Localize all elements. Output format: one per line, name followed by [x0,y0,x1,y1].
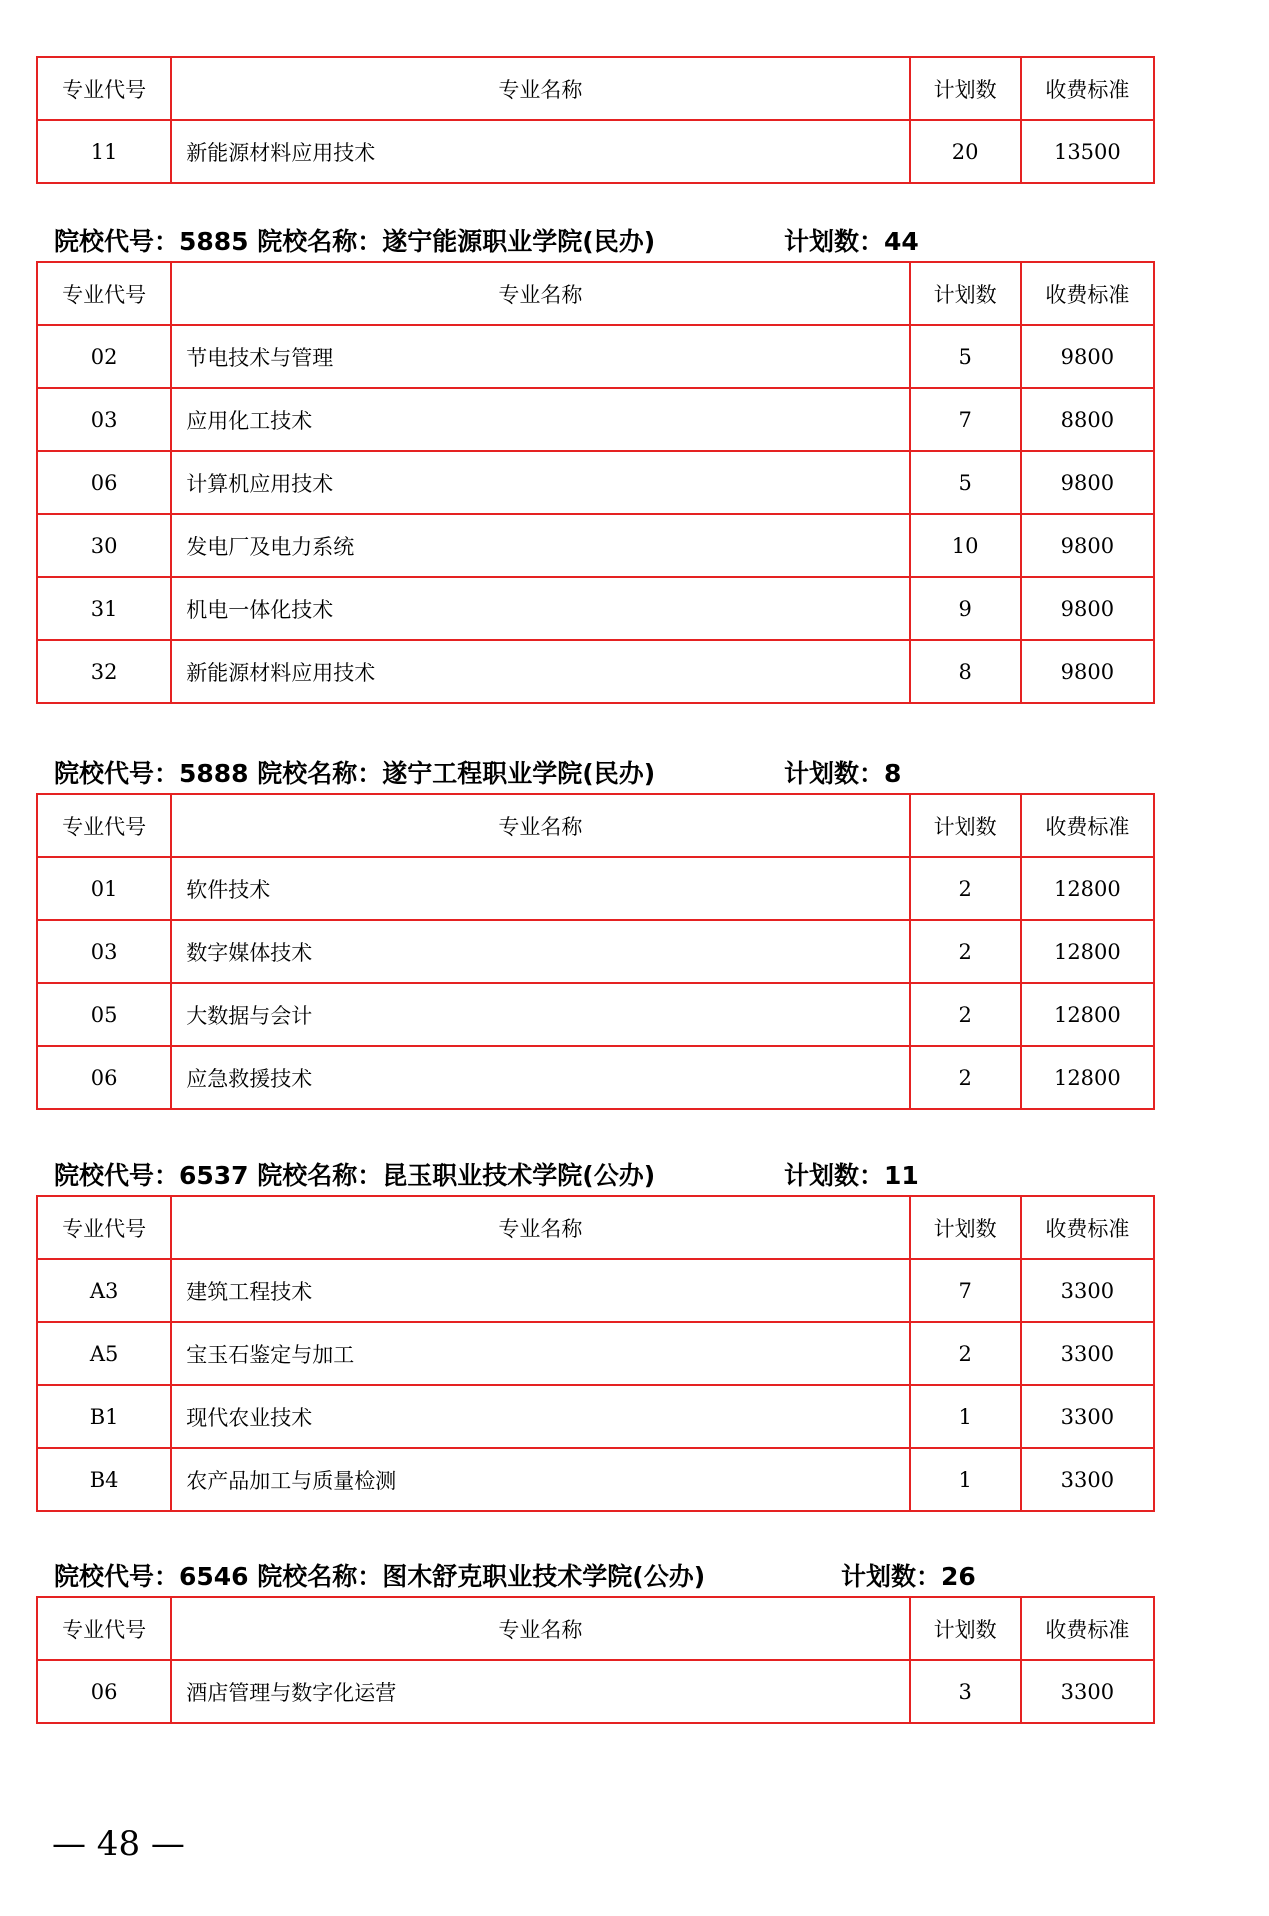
cell-name: 应急救援技术 [171,1046,909,1109]
header-name: 专业名称 [171,1196,909,1259]
cell-name: 发电厂及电力系统 [171,514,909,577]
cell-code: 30 [37,514,171,577]
cell-plan: 8 [910,640,1021,703]
header-code: 专业代号 [37,57,171,120]
institution-heading [54,759,902,789]
header-plan: 计划数 [910,262,1021,325]
institution-plan: 计划数：44 [784,227,919,256]
institution-plan: 计划数：8 [784,759,902,788]
cell-fee: 3300 [1021,1660,1154,1723]
institution-heading [54,227,919,257]
header-fee: 收费标准 [1021,1597,1154,1660]
cell-fee: 8800 [1021,388,1154,451]
header-code: 专业代号 [37,1597,171,1660]
cell-plan: 3 [910,1660,1021,1723]
cell-plan: 5 [910,451,1021,514]
header-name: 专业名称 [171,262,909,325]
cell-fee: 12800 [1021,1046,1154,1109]
cell-name: 机电一体化技术 [171,577,909,640]
cell-fee: 3300 [1021,1322,1154,1385]
cell-name: 节电技术与管理 [171,325,909,388]
header-fee: 收费标准 [1021,1196,1154,1259]
table-row [37,577,1154,640]
table-section-0 [36,56,1155,184]
table-row [37,451,1154,514]
institution-info: 院校代号：6537 院校名称：昆玉职业技术学院(公办) [54,1161,656,1190]
table-section-4 [36,1596,1155,1724]
header-plan: 计划数 [910,1597,1021,1660]
cell-fee: 12800 [1021,983,1154,1046]
table-row [37,1448,1154,1511]
cell-fee: 9800 [1021,640,1154,703]
institution-info: 院校代号：5888 院校名称：遂宁工程职业学院(民办) [54,759,656,788]
institution-info: 院校代号：6546 院校名称：图木舒克职业技术学院(公办) [54,1562,706,1591]
cell-code: 03 [37,920,171,983]
table-row [37,857,1154,920]
cell-plan: 7 [910,1259,1021,1322]
cell-plan: 7 [910,388,1021,451]
cell-plan: 20 [910,120,1021,183]
table-row [37,1385,1154,1448]
table-section-1 [36,261,1155,704]
cell-fee: 9800 [1021,325,1154,388]
cell-fee: 3300 [1021,1448,1154,1511]
cell-plan: 1 [910,1385,1021,1448]
cell-plan: 2 [910,1046,1021,1109]
table-header-row [37,1196,1154,1259]
cell-code: B1 [37,1385,171,1448]
cell-name: 酒店管理与数字化运营 [171,1660,909,1723]
header-fee: 收费标准 [1021,57,1154,120]
header-plan: 计划数 [910,794,1021,857]
cell-code: 05 [37,983,171,1046]
table-row [37,388,1154,451]
cell-fee: 12800 [1021,920,1154,983]
institution-plan: 计划数：26 [841,1562,976,1591]
table-header-row [37,57,1154,120]
cell-code: 06 [37,1046,171,1109]
table-section-3 [36,1195,1155,1512]
cell-name: 新能源材料应用技术 [171,640,909,703]
table-header-row [37,794,1154,857]
cell-fee: 3300 [1021,1385,1154,1448]
cell-name: 大数据与会计 [171,983,909,1046]
cell-plan: 5 [910,325,1021,388]
table-header-row [37,262,1154,325]
cell-plan: 1 [910,1448,1021,1511]
table-row [37,640,1154,703]
cell-name: 软件技术 [171,857,909,920]
header-plan: 计划数 [910,1196,1021,1259]
table-row [37,120,1154,183]
table-header-row [37,1597,1154,1660]
cell-fee: 9800 [1021,514,1154,577]
cell-code: 06 [37,451,171,514]
cell-fee: 9800 [1021,577,1154,640]
table-row [37,1322,1154,1385]
cell-name: 宝玉石鉴定与加工 [171,1322,909,1385]
cell-code: 02 [37,325,171,388]
table-row [37,1660,1154,1723]
cell-name: 新能源材料应用技术 [171,120,909,183]
cell-fee: 12800 [1021,857,1154,920]
cell-code: 06 [37,1660,171,1723]
cell-name: 农产品加工与质量检测 [171,1448,909,1511]
cell-code: 32 [37,640,171,703]
cell-code: 01 [37,857,171,920]
cell-name: 数字媒体技术 [171,920,909,983]
cell-fee: 13500 [1021,120,1154,183]
table-row [37,920,1154,983]
cell-fee: 9800 [1021,451,1154,514]
header-name: 专业名称 [171,794,909,857]
cell-code: 03 [37,388,171,451]
cell-plan: 2 [910,857,1021,920]
cell-code: 11 [37,120,171,183]
cell-plan: 2 [910,920,1021,983]
cell-name: 应用化工技术 [171,388,909,451]
cell-plan: 2 [910,983,1021,1046]
cell-code: 31 [37,577,171,640]
header-fee: 收费标准 [1021,794,1154,857]
cell-code: A3 [37,1259,171,1322]
header-plan: 计划数 [910,57,1021,120]
cell-plan: 2 [910,1322,1021,1385]
cell-code: B4 [37,1448,171,1511]
institution-info: 院校代号：5885 院校名称：遂宁能源职业学院(民办) [54,227,656,256]
institution-heading [54,1161,919,1191]
header-name: 专业名称 [171,1597,909,1660]
page-number: — 48 — [52,1824,185,1864]
table-row [37,1046,1154,1109]
header-code: 专业代号 [37,794,171,857]
cell-name: 现代农业技术 [171,1385,909,1448]
table-section-2 [36,793,1155,1110]
header-code: 专业代号 [37,262,171,325]
cell-name: 计算机应用技术 [171,451,909,514]
header-name: 专业名称 [171,57,909,120]
institution-plan: 计划数：11 [784,1161,919,1190]
cell-code: A5 [37,1322,171,1385]
header-fee: 收费标准 [1021,262,1154,325]
header-code: 专业代号 [37,1196,171,1259]
table-row [37,514,1154,577]
cell-fee: 3300 [1021,1259,1154,1322]
table-row [37,1259,1154,1322]
cell-plan: 10 [910,514,1021,577]
institution-heading [54,1562,976,1592]
table-row [37,983,1154,1046]
cell-name: 建筑工程技术 [171,1259,909,1322]
cell-plan: 9 [910,577,1021,640]
table-row [37,325,1154,388]
